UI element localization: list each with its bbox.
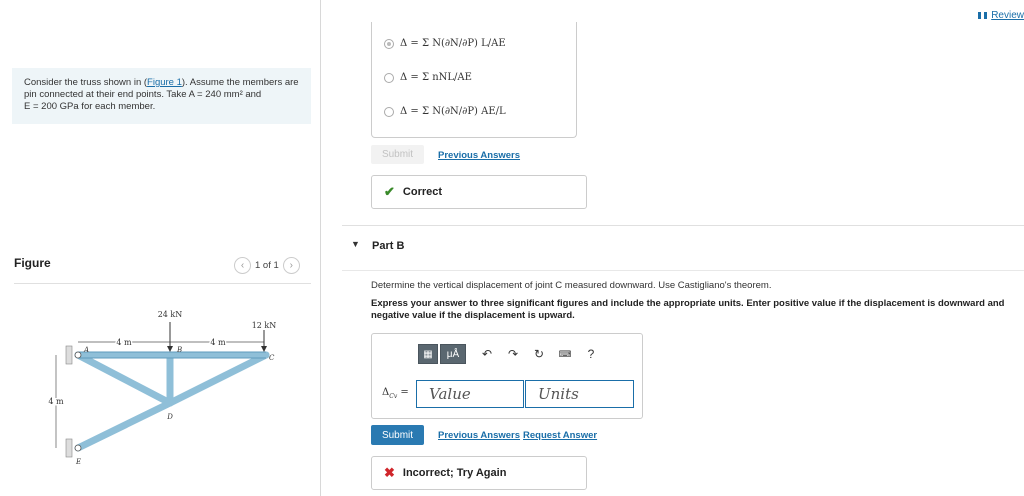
- truss-figure: [38, 300, 288, 470]
- choice-2[interactable]: [384, 72, 472, 83]
- members: [78, 355, 266, 448]
- member-ed: [78, 403, 170, 448]
- load-c-label: 12 kN: [251, 321, 277, 330]
- part-a-choices: [371, 22, 577, 138]
- support-a: [66, 346, 72, 364]
- modulus-value: E = 200 GPa for each member.: [24, 101, 156, 112]
- reset-icon[interactable]: ↻: [533, 347, 545, 361]
- choice-1-formula: Δ = Σ N(∂N/∂P) L/AE: [400, 38, 506, 49]
- choice-2-formula: Δ = Σ nNL/AE: [400, 72, 472, 83]
- feedback-text: Incorrect; Try Again: [402, 467, 507, 479]
- span-ab-label: 4 m: [116, 338, 132, 347]
- pager-label: 1 of 1: [255, 260, 279, 271]
- member-cd: [170, 355, 266, 403]
- collapse-icon[interactable]: ▼: [351, 239, 360, 249]
- part-b-submit-button[interactable]: Submit: [371, 425, 424, 445]
- answer-box: [371, 333, 643, 419]
- undo-icon[interactable]: ↶: [481, 347, 493, 361]
- feedback-text: Correct: [402, 186, 443, 198]
- x-icon: ✖: [384, 465, 395, 480]
- left-panel: [0, 0, 321, 496]
- review-icon: [978, 12, 987, 19]
- prev-figure-button[interactable]: ‹: [234, 257, 251, 274]
- area-value: A = 240 mm² and: [188, 89, 262, 100]
- review-label: Review: [991, 10, 1024, 21]
- choice-1[interactable]: [384, 38, 506, 49]
- problem-statement: [12, 68, 311, 124]
- check-icon: ✔: [384, 184, 395, 199]
- review-link[interactable]: [978, 10, 1024, 21]
- radio-icon[interactable]: [384, 39, 394, 49]
- next-figure-button[interactable]: ›: [283, 257, 300, 274]
- part-b-question: Determine the vertical displacement of joint C measured downward. Use Castigliano's theorem.: [371, 280, 772, 291]
- load-b-label: 24 kN: [157, 310, 183, 319]
- joint-e-label: E: [76, 458, 82, 466]
- figure-pager: [234, 257, 300, 274]
- joint-b-label: B: [177, 346, 183, 354]
- help-icon[interactable]: ?: [587, 347, 595, 361]
- part-a-previous-answers-link[interactable]: Previous Answers: [438, 150, 521, 161]
- part-b-instructions: Express your answer to three significant figures and include the appropriate units. Enter positive value if the displacement is downward and negative value if the displacement is upward.: [371, 298, 1005, 321]
- answer-label: $\Delta_{Cv}$ =: [382, 387, 409, 400]
- delta-symbol: Δ: [382, 387, 390, 398]
- redo-icon[interactable]: ↷: [507, 347, 519, 361]
- problem-text-2: ). Assume the members are pin connected at their end points. Take: [24, 77, 299, 100]
- part-b-title[interactable]: Part B: [372, 240, 405, 252]
- request-answer-link[interactable]: Request Answer: [523, 430, 598, 441]
- problem-text: Consider the truss shown in (: [24, 77, 148, 88]
- math-toolbar: [418, 344, 602, 364]
- divider: [14, 283, 311, 284]
- part-b-feedback: [371, 456, 587, 490]
- delta-subscript: Cv: [389, 393, 398, 400]
- figure-title: Figure: [14, 256, 51, 270]
- units-mu-icon[interactable]: μÅ: [440, 344, 466, 364]
- support-e: [66, 439, 72, 457]
- choice-3[interactable]: [384, 106, 506, 117]
- divider: [342, 225, 1024, 226]
- figure-link[interactable]: Figure 1: [147, 77, 182, 88]
- keyboard-icon[interactable]: ⌨: [558, 348, 572, 359]
- part-b-previous-answers-link[interactable]: Previous Answers: [438, 430, 521, 441]
- joint-a-label: A: [84, 346, 90, 354]
- radio-icon[interactable]: [384, 73, 394, 83]
- units-input[interactable]: Units: [525, 380, 634, 408]
- template-icon[interactable]: ▦: [418, 344, 438, 364]
- member-ad: [78, 355, 170, 403]
- choice-3-formula: Δ = Σ N(∂N/∂P) AE/L: [400, 106, 506, 117]
- height-label: 4 m: [48, 397, 64, 406]
- joint-c-label: C: [269, 354, 275, 362]
- radio-icon[interactable]: [384, 107, 394, 117]
- value-input[interactable]: Value: [416, 380, 524, 408]
- part-a-submit-button: Submit: [371, 145, 424, 164]
- part-a-feedback: [371, 175, 587, 209]
- joint-d-label: D: [167, 413, 173, 421]
- span-bc-label: 4 m: [210, 338, 226, 347]
